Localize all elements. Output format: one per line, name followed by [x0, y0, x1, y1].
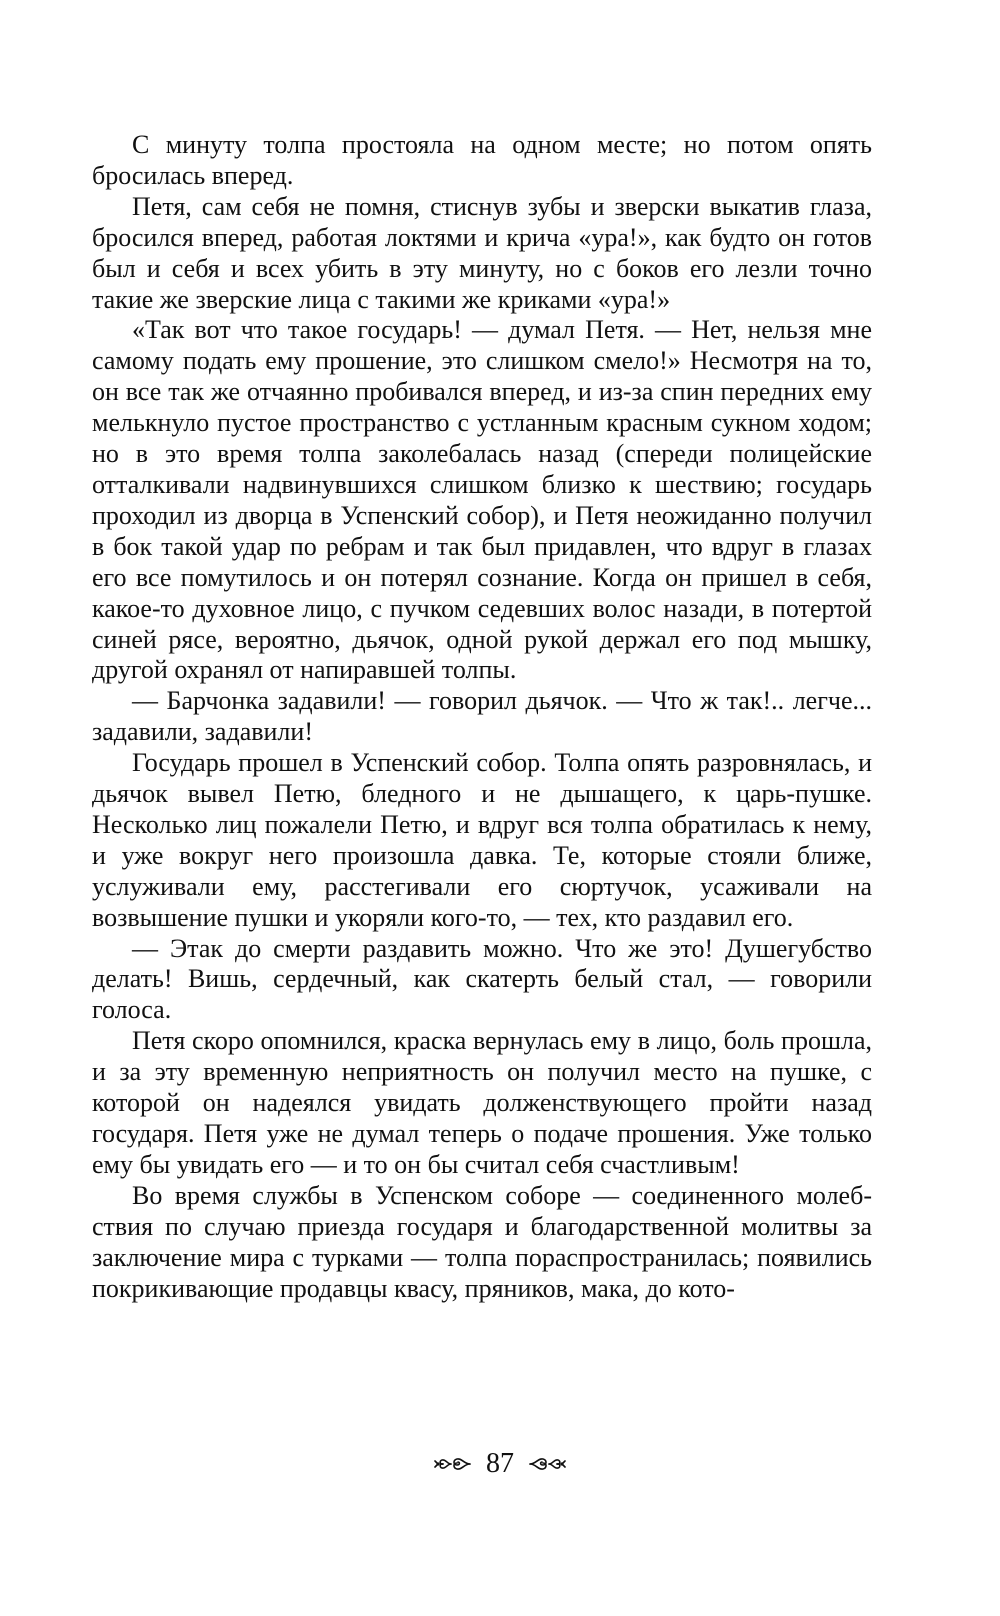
book-page-text: [92, 130, 872, 1304]
paragraph: Во время службы в Успенском соборе — соединенного молебствия по случаю приезда государя и благодарственной молитвы за заключение мира с турками — толпа пораспространилась; появились покрикивающие продавцы квасу, пряников, мака, до кото-: [92, 1180, 872, 1303]
paragraph: Петя скоро опомнился, краска вернулась ему в лицо, боль прошла, и за эту временную неприятность он получил место на пушке, с которой он надеялся увидать долженствующего пройти назад государя. Петя уже не думал теперь о подаче прошения. Уже только ему бы увидать его — и то он бы считал себя счастливым!: [92, 1026, 872, 1179]
paragraph: — Барчонка задавили! — говорил дьячок. — Что ж так!.. легче... задавили, задавили!: [92, 686, 872, 747]
flourish-ornament-right-icon: [528, 1453, 566, 1475]
paragraph: С минуту толпа простояла на одном месте; но потом опять бросилась вперед.: [92, 130, 872, 190]
paragraph: Петя, сам себя не помня, стиснув зубы и зверски выкатив глаза, бросился вперед, работая локтями и крича «ура!», как будто он готов был и себя и всех убить в эту минуту, но с боков его лезли точно такие же зверские лица с такими же криками «ура!»: [92, 191, 872, 314]
paragraph: Государь прошел в Успенский собор. Толпа опять разровнялась, и дьячок вывел Петю, бледного и не дышащего, к царь-пушке. Несколько лиц пожалели Петю, и вдруг вся толпа обратилась к нему, и уже вокруг него произошла давка. Те, которые стояли ближе, услуживали ему, расстегивали его сюртучок, усаживали на возвышение пушки и укоряли кого-то, — тех, кто раздавил его.: [92, 748, 872, 932]
paragraph: «Так вот что такое государь! — думал Петя. — Нет, нельзя мне самому подать ему прошение, это слишком смело!» Несмотря на то, он все так же отчаянно пробивался вперед, и из-за спин передних ему мелькнуло пустое пространство с устланным красным сукном ходом; но в это время толпа заколебалась назад (спереди полицейские отталкивали надвинувшихся слишком близко к шествию; государь проходил из дворца в Успенский собор), и Петя неожиданно получил в бок такой удар по ребрам и так был придавлен, что вдруг в глазах его все помутилось и он потерял сознание. Когда он пришел в себя, какое-то духовное лицо, с пучком седевших волос назади, в потертой синей рясе, вероятно, дьячок, одной рукой держал его под мышку, другой охранял от напиравшей толпы.: [92, 315, 872, 685]
flourish-ornament-left-icon: [434, 1453, 472, 1475]
paragraph: — Этак до смерти раздавить можно. Что же это! Душегубство делать! Вишь, сердечный, как скатерть белый стал, — говорили голоса.: [92, 933, 872, 1025]
page-footer: [0, 1444, 1000, 1484]
page-number: 87: [486, 1448, 514, 1479]
